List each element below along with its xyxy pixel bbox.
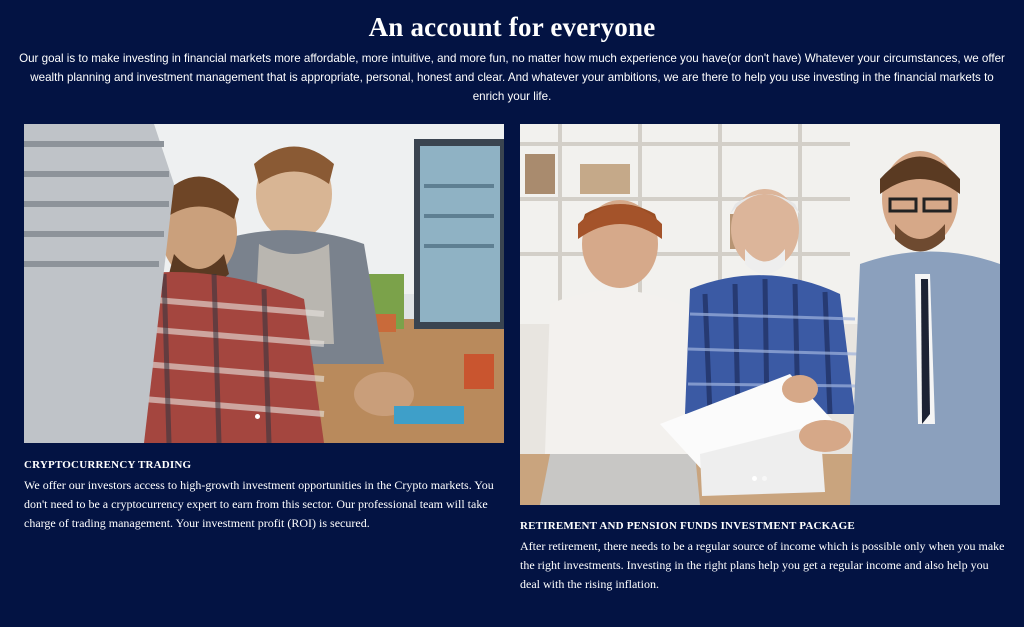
- right-slider-dots[interactable]: [752, 476, 767, 481]
- slider-dot[interactable]: [762, 476, 767, 481]
- retirement-package-title: RETIREMENT AND PENSION FUNDS INVESTMENT PACKAGE: [520, 520, 855, 532]
- crypto-trading-title: CRYPTOCURRENCY TRADING: [24, 459, 192, 471]
- slider-dot[interactable]: [752, 476, 757, 481]
- retirement-planning-photo: [520, 124, 1000, 505]
- section-title: An account for everyone: [368, 12, 656, 42]
- slider-dot[interactable]: [255, 414, 260, 419]
- crypto-trading-description: We offer our investors access to high-growth investment opportunities in the Crypto markets. You don't need to be a cryptocurrency expert to earn from this sector. Our professional team will take charge of trading management. Your investment profit (ROI) is secured.: [24, 478, 494, 530]
- section-description: Our goal is to make investing in financial markets more affordable, more intuitive, and more fun, no matter how much experience you have(or don't have) Whatever your circumstances, we offer wealth planning and investment management that is appropriate, personal, honest and clear. And whatever your ambitions, we are there to help you use investing in the financial markets to enrich your life.: [19, 52, 1005, 103]
- retirement-package-description: After retirement, there needs to be a regular source of income which is possible only when you make the right investments. Investing in the right plans help you get a regular income and also help you deal with the rising inflation.: [520, 539, 1005, 591]
- crypto-trading-photo: [24, 124, 504, 443]
- left-slider-dots[interactable]: [255, 414, 260, 419]
